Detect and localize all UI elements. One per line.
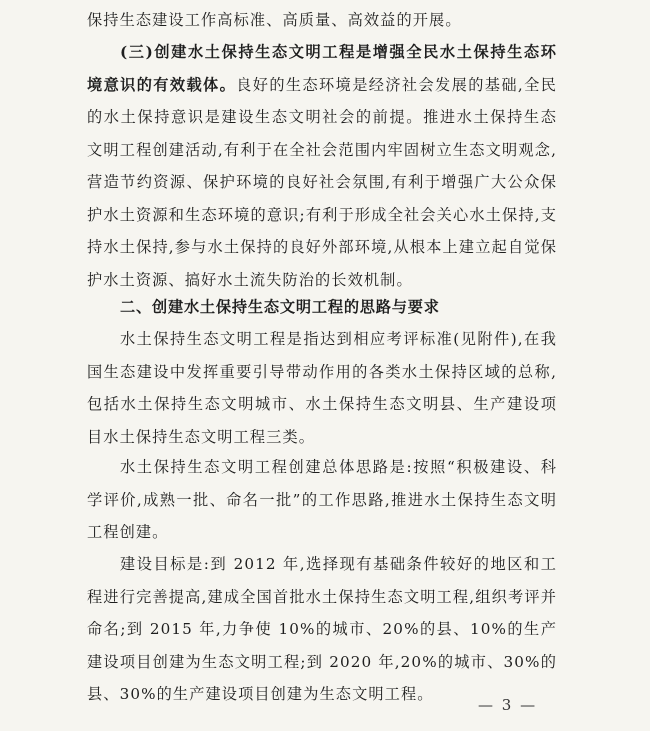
paragraph-approach: 水土保持生态文明工程创建总体思路是:按照“积极建设、科学评价,成熟一批、命名一批”的工作思路,推进水土保持生态文明工程创建。 <box>87 458 557 541</box>
paragraph-continuation <box>87 4 557 37</box>
paragraph-text: 保持生态建设工作高标准、高质量、高效益的开展。 <box>87 11 462 29</box>
page-number: — 3 — <box>478 696 538 714</box>
paragraph-targets: 建设目标是:到 2012 年,选择现有基础条件较好的地区和工程进行完善提高,建成全国首批水土保持生态文明工程,组织考评并命名;到 2015 年,力争使 10%的城市、20%的县、10%的生产建设项目创建为生态文明工程;到 2020 年,20%的城市、30%的县、30%的生产建设项目创建为生态文明工程。 <box>87 555 557 703</box>
paragraph-definition: 水土保持生态文明工程是指达到相应考评标准(见附件),在我国生态建设中发挥重要引导带动作用的各类水土保持区域的总称,包括水土保持生态文明城市、水土保持生态文明县、生产建设项目水土保持生态文明工程三类。 <box>87 330 557 446</box>
paragraph-text: 良好的生态环境是经济社会发展的基础,全民的水土保持意识是建设生态文明社会的前提。推进水土保持生态文明工程创建活动,有利于在全社会范围内牢固树立生态文明观念,营造节约资源、保护环境的良好社会氛围,有利于增强广大公众保护水土资源和生态环境的意识;有利于形成全社会关心水土保持,支持水土保持,参与水土保持的良好外部环境,从根本上建立起自觉保护水土资源、搞好水土流失防治的长效机制。 <box>87 75 558 289</box>
paragraph-section-three <box>87 36 557 296</box>
sub-heading-three: (三)创建水土保持生态文明工程是增强全民水土保持生态环境意识的有效载体。 <box>87 43 557 94</box>
section-heading-two: 二、创建水土保持生态文明工程的思路与要求 <box>120 298 440 316</box>
